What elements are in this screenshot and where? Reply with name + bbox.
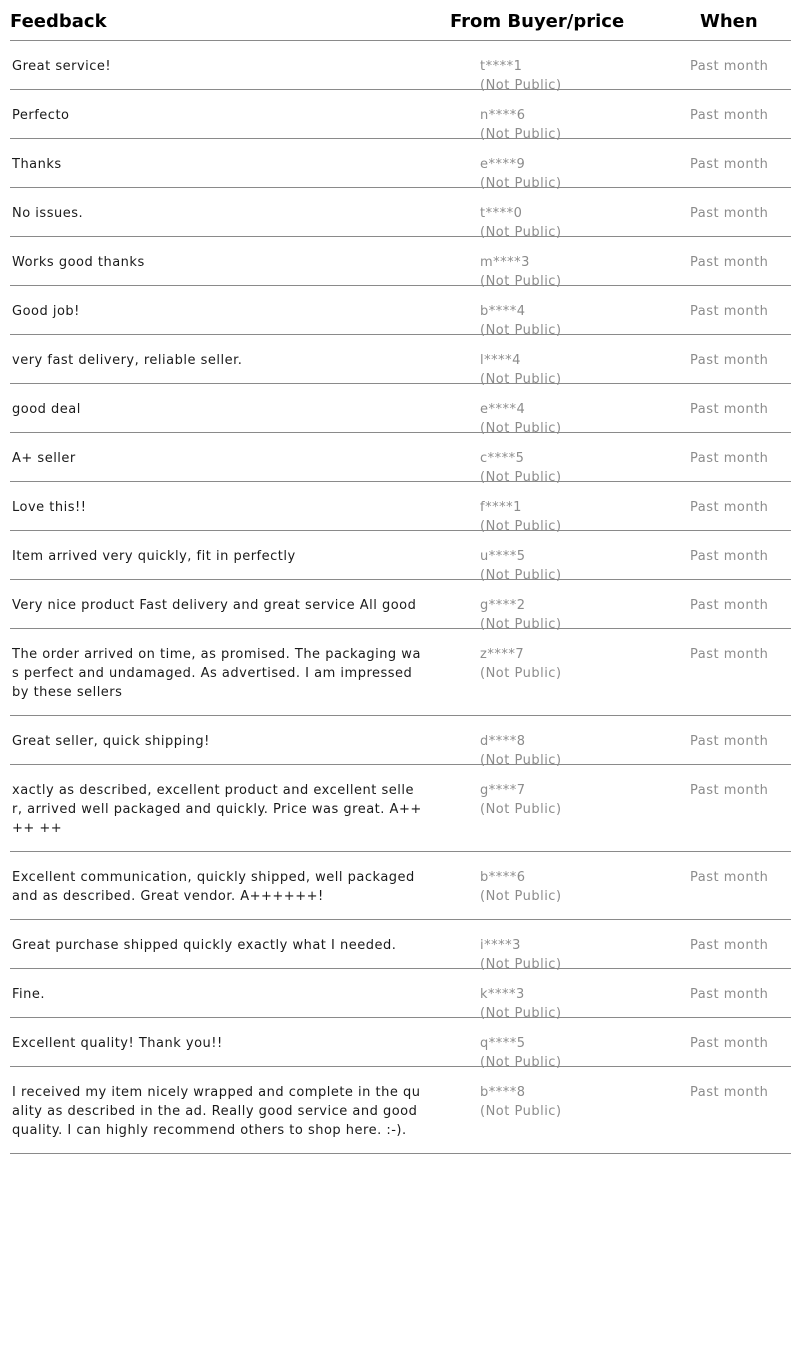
table-row <box>10 531 791 583</box>
when-text: Past month <box>690 353 769 368</box>
price-text: (Not Public) <box>480 617 562 632</box>
table-row <box>10 90 791 142</box>
price-text: (Not Public) <box>480 889 562 904</box>
price-text: (Not Public) <box>480 568 562 583</box>
table-header <box>10 0 791 41</box>
when-text: Past month <box>690 783 769 798</box>
buyer-name: b****6 <box>480 870 526 885</box>
price-text: (Not Public) <box>480 323 562 338</box>
price-text: (Not Public) <box>480 127 562 142</box>
buyer-name: q****5 <box>480 1036 526 1051</box>
table-row <box>10 716 791 768</box>
buyer-name: f****1 <box>480 500 522 515</box>
price-text: (Not Public) <box>480 176 562 191</box>
when-text: Past month <box>690 255 769 270</box>
feedback-text: Excellent quality! Thank you!! <box>12 1036 223 1051</box>
price-text: (Not Public) <box>480 274 562 289</box>
buyer-name: k****3 <box>480 987 525 1002</box>
feedback-text: Great seller, quick shipping! <box>12 734 210 749</box>
when-text: Past month <box>690 451 769 466</box>
price-text: (Not Public) <box>480 1104 562 1119</box>
price-text: (Not Public) <box>480 470 562 485</box>
feedback-text: Love this!! <box>12 500 87 515</box>
feedback-text: A+ seller <box>12 451 76 466</box>
table-row <box>10 335 791 387</box>
when-text: Past month <box>690 647 769 662</box>
table-row <box>10 286 791 338</box>
table-row <box>10 580 791 632</box>
when-text: Past month <box>690 500 769 515</box>
table-row <box>10 852 791 920</box>
buyer-info <box>480 645 562 683</box>
price-text: (Not Public) <box>480 225 562 240</box>
feedback-text: Very nice product Fast delivery and great service All good <box>12 598 417 613</box>
feedback-text: I received my item nicely wrapped and complete in the quality as described in the ad. Really good service and good quality. I can highly recommend others to shop here. :-). <box>12 1085 423 1138</box>
when-text: Past month <box>690 402 769 417</box>
buyer-name: c****5 <box>480 451 525 466</box>
feedback-text: Works good thanks <box>12 255 145 270</box>
price-text: (Not Public) <box>480 666 562 681</box>
buyer-name: d****8 <box>480 734 526 749</box>
when-text: Past month <box>690 987 769 1002</box>
buyer-name: e****9 <box>480 157 526 172</box>
price-text: (Not Public) <box>480 1055 562 1070</box>
table-row <box>10 920 791 972</box>
when-text: Past month <box>690 549 769 564</box>
when-text: Past month <box>690 1036 769 1051</box>
buyer-info <box>480 1083 562 1121</box>
buyer-name: u****5 <box>480 549 526 564</box>
table-row <box>10 482 791 534</box>
feedback-text: Perfecto <box>12 108 70 123</box>
when-text: Past month <box>690 938 769 953</box>
when-text: Past month <box>690 59 769 74</box>
feedback-text: Good job! <box>12 304 80 319</box>
buyer-name: l****4 <box>480 353 521 368</box>
table-row <box>10 969 791 1021</box>
when-text: Past month <box>690 870 769 885</box>
when-text: Past month <box>690 598 769 613</box>
column-header-from-buyer-price: From Buyer/price <box>450 11 625 32</box>
feedback-text: good deal <box>12 402 81 417</box>
table-row <box>10 433 791 485</box>
buyer-name: b****8 <box>480 1085 526 1100</box>
buyer-info <box>480 781 562 819</box>
price-text: (Not Public) <box>480 78 562 93</box>
feedback-text: xactly as described, excellent product and excellent seller, arrived well packaged and quickly. Price was great. A++ ++ ++ <box>12 783 427 836</box>
table-row <box>10 139 791 191</box>
feedback-text: The order arrived on time, as promised. The packaging was perfect and undamaged. As advertised. I am impressed by these sellers <box>12 647 421 700</box>
feedback-text: Great purchase shipped quickly exactly what I needed. <box>12 938 397 953</box>
buyer-name: z****7 <box>480 647 525 662</box>
when-text: Past month <box>690 304 769 319</box>
table-row <box>10 188 791 240</box>
feedback-text: No issues. <box>12 206 84 221</box>
price-text: (Not Public) <box>480 802 562 817</box>
column-header-feedback: Feedback <box>10 11 107 32</box>
when-text: Past month <box>690 1085 769 1100</box>
price-text: (Not Public) <box>480 1006 562 1021</box>
buyer-info <box>480 868 562 906</box>
feedback-text: Great service! <box>12 59 112 74</box>
table-row <box>10 1018 791 1070</box>
table-row <box>10 237 791 289</box>
buyer-name: m****3 <box>480 255 530 270</box>
buyer-name: e****4 <box>480 402 526 417</box>
feedback-text: Fine. <box>12 987 46 1002</box>
feedback-table <box>10 0 791 1154</box>
when-text: Past month <box>690 108 769 123</box>
buyer-name: g****2 <box>480 598 526 613</box>
price-text: (Not Public) <box>480 421 562 436</box>
feedback-text: Excellent communication, quickly shipped, well packaged and as described. Great vendor. A++++++! <box>12 870 420 904</box>
when-text: Past month <box>690 734 769 749</box>
buyer-name: g****7 <box>480 783 526 798</box>
feedback-text: very fast delivery, reliable seller. <box>12 353 243 368</box>
price-text: (Not Public) <box>480 753 562 768</box>
price-text: (Not Public) <box>480 957 562 972</box>
feedback-text: Item arrived very quickly, fit in perfectly <box>12 549 296 564</box>
price-text: (Not Public) <box>480 372 562 387</box>
table-row <box>10 1067 791 1154</box>
table-row <box>10 765 791 852</box>
buyer-name: i****3 <box>480 938 521 953</box>
buyer-name: n****6 <box>480 108 526 123</box>
buyer-name: b****4 <box>480 304 526 319</box>
table-row <box>10 629 791 716</box>
feedback-text: Thanks <box>12 157 62 172</box>
when-text: Past month <box>690 157 769 172</box>
buyer-name: t****1 <box>480 59 523 74</box>
price-text: (Not Public) <box>480 519 562 534</box>
column-header-when: When <box>700 11 758 32</box>
when-text: Past month <box>690 206 769 221</box>
table-row <box>10 41 791 93</box>
buyer-name: t****0 <box>480 206 523 221</box>
table-row <box>10 384 791 436</box>
